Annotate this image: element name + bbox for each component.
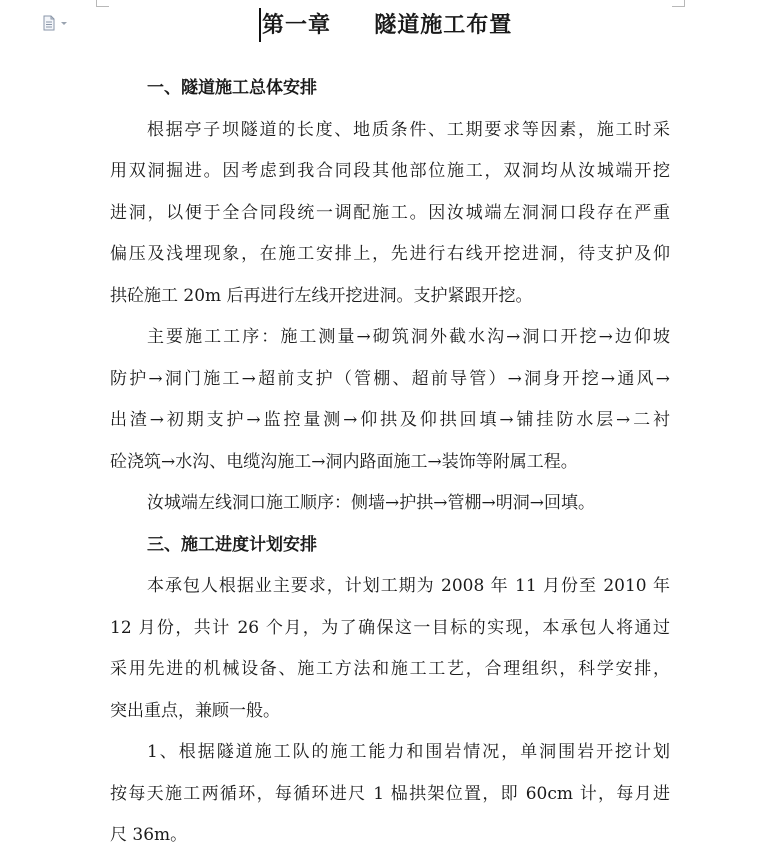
paragraph-line: 本承包人根据业主要求，计划工期为 2008 年 11 月份至 2010 年 xyxy=(147,576,670,596)
page-corner-mark-right xyxy=(672,0,685,7)
paragraph-line: 拱砼施工 20m 后再进行左线开挖进洞。支护紧跟开挖。 xyxy=(110,285,533,306)
document-icon xyxy=(42,15,70,31)
paragraph-line: 采用先进的机械设备、施工方法和施工工艺，合理组织，科学安排， xyxy=(110,659,670,679)
paragraph-line: 进洞，以便于全合同段统一调配施工。因汝城端左洞洞口段存在严重 xyxy=(110,202,670,223)
chapter-title: 第一章 隧道施工布置 xyxy=(262,12,513,38)
section-heading-schedule: 三、施工进度计划安排 xyxy=(147,534,317,555)
paragraph-line: 突出重点，兼顾一般。 xyxy=(110,700,280,721)
paragraph-line: 12 月份，共计 26 个月，为了确保这一目标的实现，本承包人将通过 xyxy=(110,617,670,638)
paragraph-line: 按每天施工两循环，每循环进尺 1 榀拱架位置，即 60cm 计，每月进 xyxy=(110,783,670,804)
text-cursor xyxy=(259,8,261,42)
document-body[interactable] xyxy=(110,68,670,855)
paragraph-line: 偏压及浅埋现象，在施工安排上，先进行右线开挖进洞，待支护及仰 xyxy=(110,244,670,264)
paragraph-line: 砼浇筑→水沟、电缆沟施工→洞内路面施工→装饰等附属工程。 xyxy=(110,451,578,472)
paragraph-line: 1、根据隧道施工队的施工能力和围岩情况，单洞围岩开挖计划 xyxy=(147,742,670,762)
section-heading-overall: 一、隧道施工总体安排 xyxy=(147,78,317,98)
paragraph-line: 汝城端左线洞口施工顺序：侧墙→护拱→管棚→明洞→回填。 xyxy=(147,493,595,513)
document-menu-icon[interactable] xyxy=(42,15,70,31)
paragraph-line: 根据亭子坝隧道的长度、地质条件、工期要求等因素，施工时采 xyxy=(147,119,670,140)
paragraph-line: 防护→洞门施工→超前支护（管棚、超前导管）→洞身开挖→通风→ xyxy=(110,368,670,389)
paragraph-line: 尺 36m。 xyxy=(110,825,188,845)
paragraph-line: 主要施工工序：施工测量→砌筑洞外截水沟→洞口开挖→边仰坡 xyxy=(147,327,670,347)
paragraph-line: 用双洞掘进。因考虑到我合同段其他部位施工，双洞均从汝城端开挖 xyxy=(110,161,670,181)
page-corner-mark-left xyxy=(96,0,109,7)
paragraph-line: 出渣→初期支护→监控量测→仰拱及仰拱回填→铺挂防水层→二衬 xyxy=(110,410,670,430)
